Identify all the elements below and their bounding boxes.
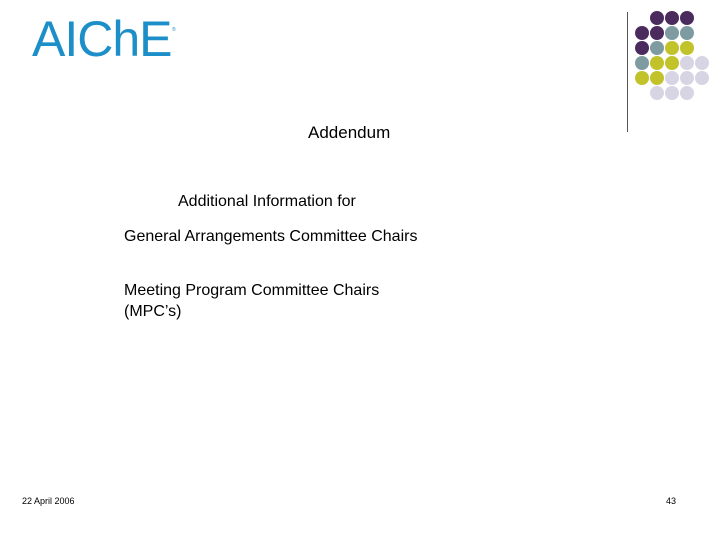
- slide-title: Addendum: [308, 123, 391, 142]
- decorative-dot: [665, 26, 679, 40]
- decorative-dot: [680, 71, 694, 85]
- decorative-dot: [650, 11, 664, 25]
- body-line-general-arrangements: General Arrangements Committee Chairs: [124, 228, 418, 245]
- decorative-dot: [680, 41, 694, 55]
- decorative-dot: [635, 56, 649, 70]
- decorative-dot: [695, 71, 709, 85]
- body-line-meeting-program: Meeting Program Committee Chairs: [124, 282, 380, 299]
- decorative-dot: [680, 86, 694, 100]
- decorative-dot: [665, 86, 679, 100]
- decorative-dot: [650, 26, 664, 40]
- footer-date: 22 April 2006: [22, 496, 75, 506]
- page-number: 43: [666, 496, 677, 506]
- registered-mark: ®: [172, 27, 176, 33]
- decorative-dot: [635, 26, 649, 40]
- decorative-divider: [627, 12, 628, 132]
- decorative-dot: [680, 26, 694, 40]
- logo-text: AIChE: [32, 11, 172, 67]
- decorative-dot: [695, 56, 709, 70]
- decorative-dot: [665, 71, 679, 85]
- body-line-mpc: (MPC’s): [124, 303, 182, 320]
- decorative-dot: [665, 56, 679, 70]
- decorative-dot: [635, 41, 649, 55]
- decorative-dot: [665, 41, 679, 55]
- decorative-dot: [635, 71, 649, 85]
- decorative-dot: [650, 56, 664, 70]
- decorative-dot: [680, 11, 694, 25]
- decorative-dot: [650, 86, 664, 100]
- decorative-dot: [650, 71, 664, 85]
- decorative-dot: [680, 56, 694, 70]
- decorative-dot: [650, 41, 664, 55]
- slide-subtitle: Additional Information for: [178, 193, 356, 210]
- decorative-dot: [665, 11, 679, 25]
